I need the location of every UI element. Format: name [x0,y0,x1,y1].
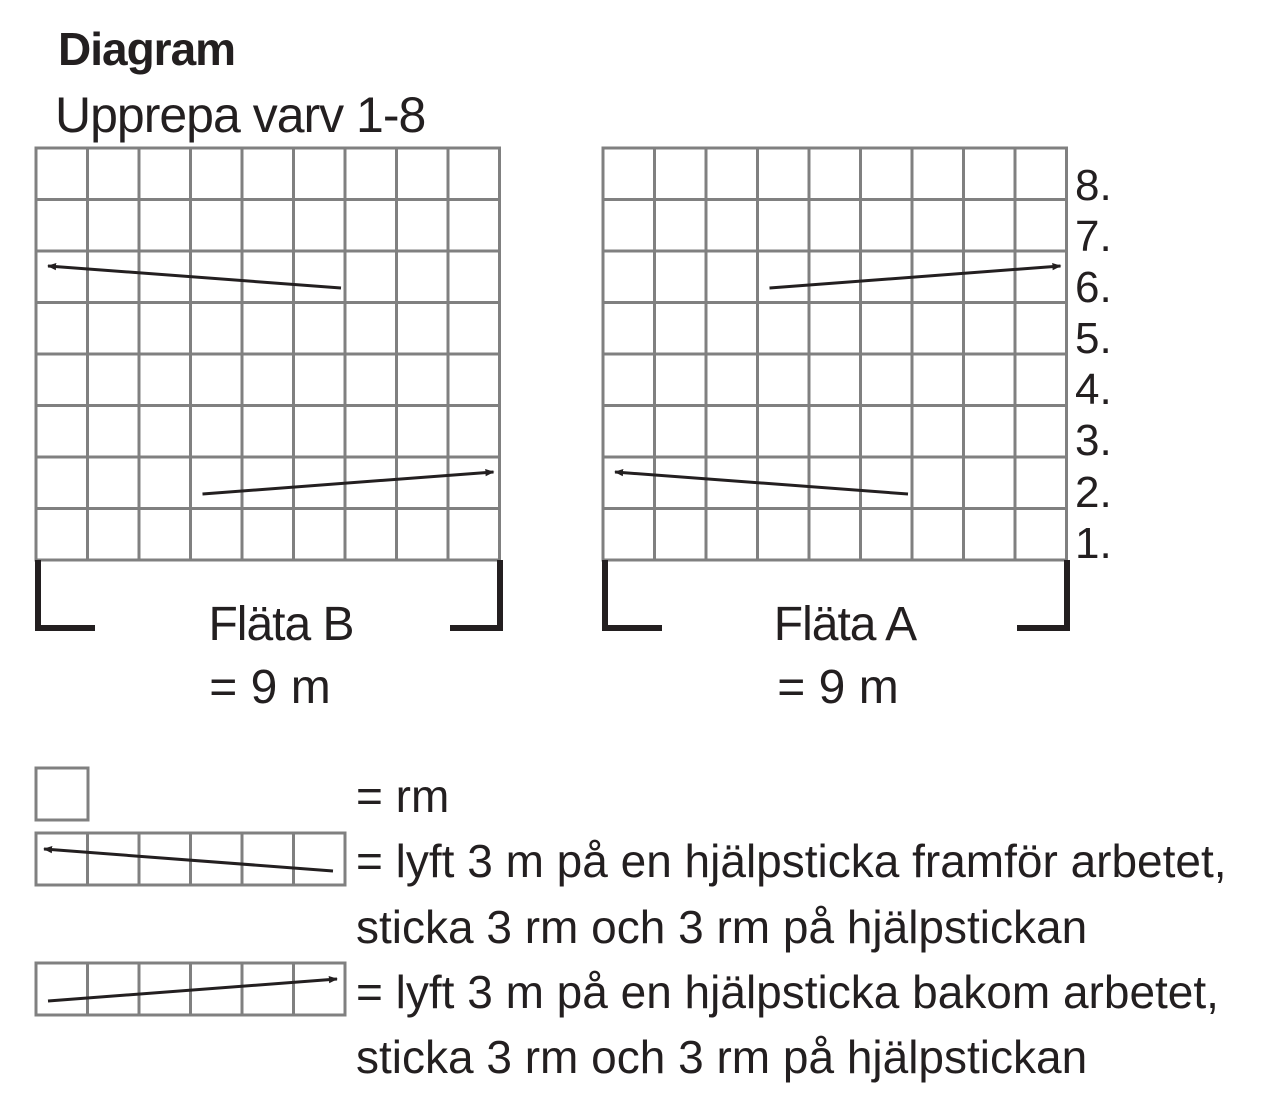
chart-a-cell-row2-col2 [655,457,707,509]
chart-b-cell-row4-col6 [294,354,346,406]
chart-b-cell-row4-col2 [88,354,140,406]
legend-cable-right-cell-2 [88,963,140,1015]
diagram-subtitle: Upprepa varv 1-8 [55,87,426,143]
chart-b-cell-row2-col2 [88,457,140,509]
chart-b-cell-row5-col7 [345,303,397,355]
chart-b-cell-row4-col7 [345,354,397,406]
legend-cable-left-cell-4 [191,833,243,885]
chart-flata-b [36,148,500,714]
legend-cable-front-symbol [36,833,345,885]
chart-b-left-bracket [38,560,95,628]
chart-b-cell-row8-col9 [448,148,500,200]
chart-b-cell-row2-col4 [191,457,243,509]
chart-a-cell-row6-col8 [964,251,1016,303]
chart-b-cables [48,266,494,494]
chart-b-cell-row8-col2 [88,148,140,200]
chart-a-cable-row6-right [770,266,1061,288]
chart-a-cables [615,266,1061,494]
legend-cable-left-cell-5 [242,833,294,885]
chart-a-cell-row6-col5 [809,251,861,303]
chart-b-cell-row1-col4 [191,509,243,561]
legend-cable-left-cell-2 [88,833,140,885]
chart-a-cell-row7-col2 [655,200,707,252]
legend-cable-right-cell-6 [294,963,346,1015]
chart-b-cell-row3-col8 [397,406,449,458]
legend-cable-back-text-line1: = lyft 3 m på en hjälpsticka bakom arbetet, [356,966,1219,1018]
chart-b-cell-row1-col1 [36,509,88,561]
chart-a-cell-row8-col1 [603,148,655,200]
chart-b-cell-row8-col5 [242,148,294,200]
chart-a-cell-row4-col2 [655,354,707,406]
chart-a-cell-row2-col9 [1015,457,1067,509]
chart-a-stitch-count: = 9 m [777,661,899,714]
diagram-title: Diagram [58,23,236,75]
chart-b-cell-row7-col7 [345,200,397,252]
chart-b-cell-row7-col3 [139,200,191,252]
chart-a-left-bracket [605,560,662,628]
chart-a-cell-row5-col2 [655,303,707,355]
chart-a-cell-row1-col3 [706,509,758,561]
row-number-6: 6. [1075,263,1112,312]
chart-b-cell-row4-col8 [397,354,449,406]
chart-a-cell-row8-col7 [912,148,964,200]
legend-cable-left-cell-6 [294,833,346,885]
chart-a-cell-row5-col5 [809,303,861,355]
row-number-1: 1. [1075,519,1112,568]
chart-b-cell-row6-col9 [448,251,500,303]
chart-a-cell-row5-col1 [603,303,655,355]
chart-b-cable-row2-right [203,472,494,494]
chart-b-cell-row5-col6 [294,303,346,355]
row-number-3: 3. [1075,416,1112,465]
row-number-5: 5. [1075,314,1112,363]
chart-a-cell-row3-col1 [603,406,655,458]
chart-a-cell-row1-col2 [655,509,707,561]
chart-b-name: Fläta B [208,598,354,651]
chart-b-cell-row3-col7 [345,406,397,458]
chart-b-cell-row7-col6 [294,200,346,252]
chart-b-cell-row8-col1 [36,148,88,200]
chart-a-cell-row6-col2 [655,251,707,303]
chart-b-cell-row1-col3 [139,509,191,561]
legend-cable-front-text-line2: sticka 3 rm och 3 rm på hjälpstickan [356,901,1088,953]
chart-a-cell-row1-col5 [809,509,861,561]
chart-a-cell-row2-col5 [809,457,861,509]
legend-cable-back-text-line2: sticka 3 rm och 3 rm på hjälpstickan [356,1031,1088,1083]
chart-a-cell-row3-col2 [655,406,707,458]
chart-a-cell-row6-col1 [603,251,655,303]
chart-a-cell-row1-col4 [758,509,810,561]
chart-a-cell-row8-col2 [655,148,707,200]
chart-a-cell-row7-col7 [912,200,964,252]
chart-a-cell-row2-col6 [861,457,913,509]
chart-b-cell-row5-col2 [88,303,140,355]
chart-b-cell-row2-col1 [36,457,88,509]
legend-knit-stitch-symbol [36,768,88,820]
chart-b-cell-row6-col7 [345,251,397,303]
chart-b-cell-row5-col8 [397,303,449,355]
chart-a-cell-row4-col4 [758,354,810,406]
chart-a-cable-row2-left [615,472,908,494]
chart-a-cell-row8-col9 [1015,148,1067,200]
chart-a-cell-row7-col8 [964,200,1016,252]
chart-a-cell-row3-col5 [809,406,861,458]
chart-b-cell-row1-col9 [448,509,500,561]
chart-b-cell-row2-col9 [448,457,500,509]
chart-b-cell-row2-col3 [139,457,191,509]
chart-a-cell-row4-col8 [964,354,1016,406]
chart-b-cell-row8-col4 [191,148,243,200]
chart-b-cell-row8-col6 [294,148,346,200]
chart-a-cell-row1-col7 [912,509,964,561]
chart-b-cell-row1-col2 [88,509,140,561]
chart-a-cell-row5-col6 [861,303,913,355]
chart-b-cell-row6-col5 [242,251,294,303]
chart-a-cell-row4-col9 [1015,354,1067,406]
row-number-7: 7. [1075,212,1112,261]
chart-b-cell-row7-col4 [191,200,243,252]
legend [36,768,1227,1083]
chart-a-cell-row2-col7 [912,457,964,509]
chart-a-cell-row8-col3 [706,148,758,200]
chart-b-cell-row3-col6 [294,406,346,458]
chart-b-cell-row5-col5 [242,303,294,355]
chart-b-cell-row8-col3 [139,148,191,200]
chart-a-cell-row5-col8 [964,303,1016,355]
row-number-4: 4. [1075,365,1112,414]
chart-a-cell-row1-col9 [1015,509,1067,561]
chart-b-cell-row6-col1 [36,251,88,303]
chart-a-cell-row4-col5 [809,354,861,406]
chart-b-cell-row3-col4 [191,406,243,458]
chart-a-cell-row7-col6 [861,200,913,252]
chart-b-cell-row5-col3 [139,303,191,355]
legend-cable-front-text-line1: = lyft 3 m på en hjälpsticka framför arbetet, [356,835,1227,887]
row-number-8: 8. [1075,161,1112,210]
chart-b-right-bracket [450,560,500,628]
chart-a-cell-row7-col5 [809,200,861,252]
chart-a-cell-row3-col9 [1015,406,1067,458]
chart-b-cell-row1-col7 [345,509,397,561]
row-number-2: 2. [1075,468,1112,517]
chart-a-cell-row3-col4 [758,406,810,458]
chart-b-cell-row7-col1 [36,200,88,252]
chart-a-cell-row5-col4 [758,303,810,355]
chart-b-cell-row4-col4 [191,354,243,406]
chart-b-cell-row4-col1 [36,354,88,406]
chart-a-cell-row3-col8 [964,406,1016,458]
chart-a-cell-row5-col9 [1015,303,1067,355]
row-numbers [1075,161,1112,568]
chart-a-cell-row5-col7 [912,303,964,355]
chart-a-cell-row7-col9 [1015,200,1067,252]
chart-b-cell-row8-col8 [397,148,449,200]
chart-a-cell-row6-col3 [706,251,758,303]
chart-b-cell-row6-col2 [88,251,140,303]
legend-cable-right-cell-5 [242,963,294,1015]
legend-cable-right-cell-3 [139,963,191,1015]
chart-a-cell-row3-col7 [912,406,964,458]
chart-a-cell-row6-col4 [758,251,810,303]
chart-b-cell-row2-col5 [242,457,294,509]
chart-b-cell-row1-col5 [242,509,294,561]
chart-a-cell-row8-col4 [758,148,810,200]
chart-b-cell-row5-col1 [36,303,88,355]
chart-b-cell-row8-col7 [345,148,397,200]
chart-a-cell-row2-col1 [603,457,655,509]
chart-a-cell-row7-col3 [706,200,758,252]
chart-a-cell-row4-col1 [603,354,655,406]
chart-a-cell-row1-col1 [603,509,655,561]
chart-a-cell-row5-col3 [706,303,758,355]
legend-cable-right-cell-1 [36,963,88,1015]
chart-a-name: Fläta A [773,598,917,651]
chart-a-cell-row3-col3 [706,406,758,458]
chart-flata-a [603,148,1067,714]
chart-a-cell-row8-col8 [964,148,1016,200]
chart-b-cell-row3-col3 [139,406,191,458]
chart-a-cell-row7-col1 [603,200,655,252]
chart-b-cell-row5-col9 [448,303,500,355]
chart-b-cell-row6-col6 [294,251,346,303]
chart-a-cell-row8-col5 [809,148,861,200]
chart-a-cell-row1-col6 [861,509,913,561]
chart-a-cell-row3-col6 [861,406,913,458]
chart-b-cell-row1-col8 [397,509,449,561]
chart-b-cell-row7-col8 [397,200,449,252]
chart-b-grid [36,148,500,560]
chart-b-cell-row3-col1 [36,406,88,458]
chart-a-right-bracket [1017,560,1067,628]
legend-cable-back-symbol [36,963,345,1015]
legend-cable-left-cell-1 [36,833,88,885]
legend-knit-stitch-text: = rm [356,770,450,822]
chart-a-cell-row4-col6 [861,354,913,406]
chart-b-cell-row3-col9 [448,406,500,458]
chart-b-cell-row5-col4 [191,303,243,355]
chart-b-cell-row7-col9 [448,200,500,252]
chart-b-cell-row4-col9 [448,354,500,406]
chart-a-cell-row8-col6 [861,148,913,200]
chart-b-cell-row4-col5 [242,354,294,406]
chart-b-cable-row6-left [48,266,341,288]
chart-b-cell-row4-col3 [139,354,191,406]
chart-b-cell-row1-col6 [294,509,346,561]
chart-a-cell-row2-col8 [964,457,1016,509]
chart-a-cell-row1-col8 [964,509,1016,561]
chart-b-cell-row3-col5 [242,406,294,458]
chart-b-cell-row6-col8 [397,251,449,303]
chart-a-cell-row7-col4 [758,200,810,252]
chart-b-cell-row7-col5 [242,200,294,252]
chart-a-cell-row6-col9 [1015,251,1067,303]
chart-b-stitch-count: = 9 m [209,661,331,714]
chart-a-cell-row4-col7 [912,354,964,406]
chart-a-cell-row4-col3 [706,354,758,406]
chart-a-grid [603,148,1067,560]
chart-b-cell-row2-col8 [397,457,449,509]
chart-b-cell-row3-col2 [88,406,140,458]
chart-b-cell-row7-col2 [88,200,140,252]
